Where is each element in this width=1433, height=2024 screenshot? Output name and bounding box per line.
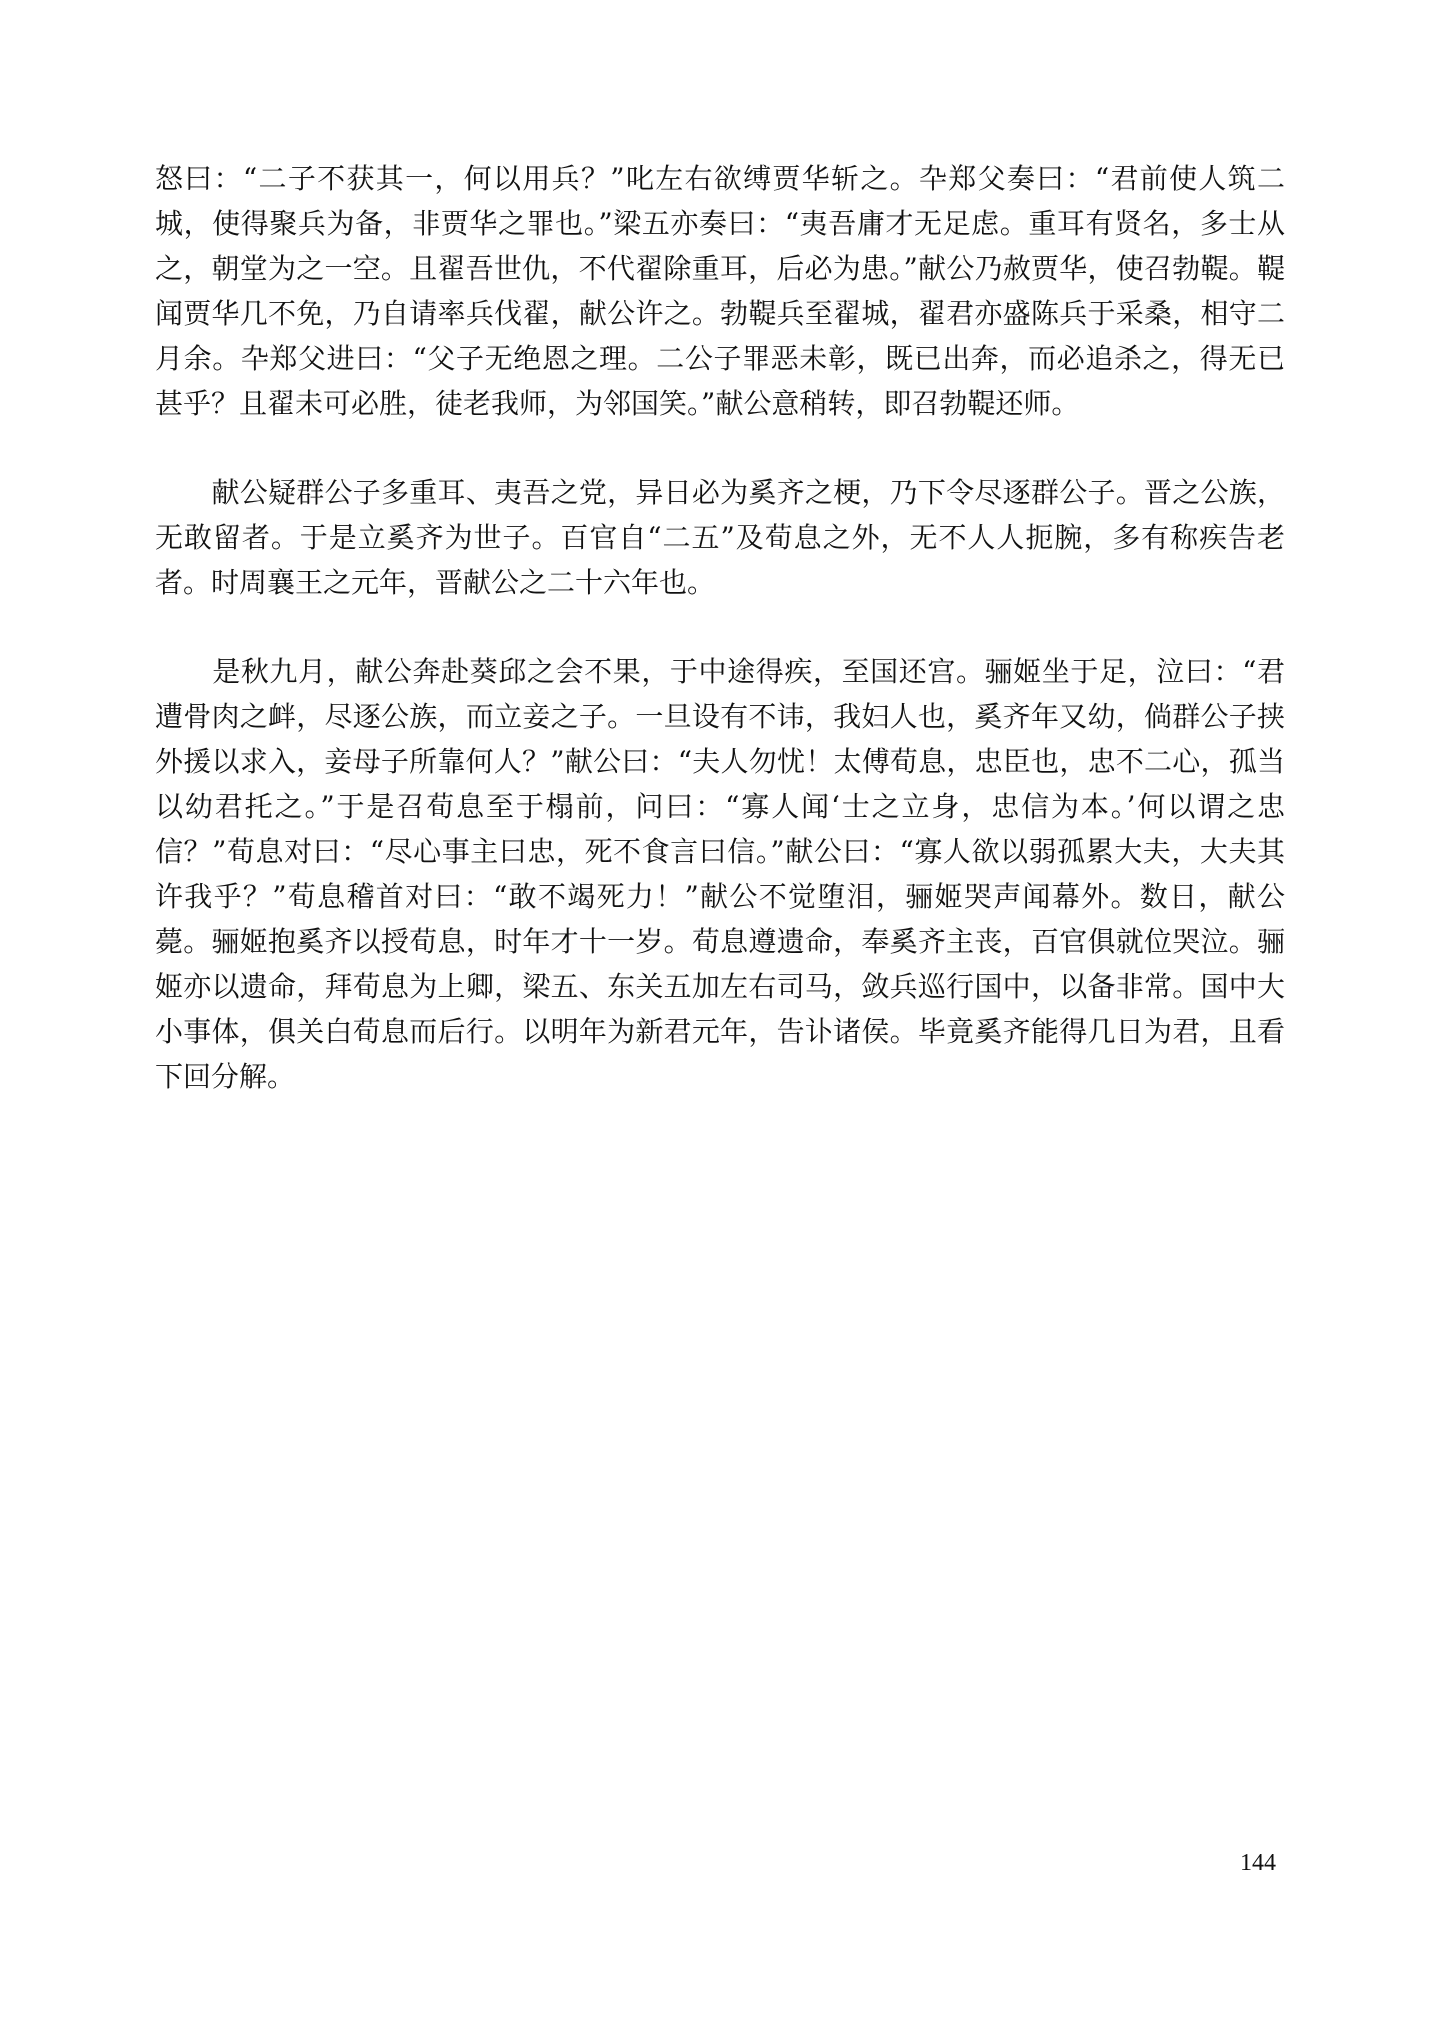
paragraph-2: 献公疑群公子多重耳、夷吾之党，异日必为奚齐之梗，乃下令尽逐群公子。晋之公族，无敢留者。于是立奚齐为世子。百官自“二五”及荀息之外，无不人人扼腕，多有称疾告老者。时周襄王之元年，晋献公之二十六年也。 (155, 476, 1285, 599)
page-number: 144 (1240, 1850, 1276, 1876)
paragraph-1: 怒曰：“二子不获其一，何以用兵？”叱左右欲缚贾华斩之。卆郑父奏曰：“君前使人筑二城，使得聚兵为备，非贾华之罪也。”梁五亦奏曰：“夷吾庸才无足虑。重耳有贤名，多士从之，朝堂为之一空。且翟吾世仇，不代翟除重耳，后必为患。”献公乃赦贾华，使召勃鞮。鞮闻贾华几不免，乃自请率兵伐翟，献公许之。勃鞮兵至翟城，翟君亦盛陈兵于采桑，相守二月余。卆郑父进曰：“父子无绝恩之理。二公子罪恶未彰，既已出奔，而必追杀之，得无已甚乎？且翟未可必胜，徒老我师，为邻国笑。”献公意稍转，即召勃鞮还师。 (155, 162, 1285, 420)
body-text (155, 156, 1285, 1143)
paragraph-3: 是秋九月，献公奔赴葵邱之会不果，于中途得疾，至国还宫。骊姬坐于足，泣曰：“君遭骨肉之衅，尽逐公族，而立妾之子。一旦设有不讳，我妇人也，奚齐年又幼，倘群公子挟外援以求入，妾母子所靠何人？”献公曰：“夫人勿忧！太傅荀息，忠臣也，忠不二心，孤当以幼君托之。”于是召荀息至于榻前，问曰：“寡人闻‘士之立身，忠信为本。’何以谓之忠信？”荀息对曰：“尽心事主曰忠，死不食言曰信。”献公曰：“寡人欲以弱孤累大夫，大夫其许我乎？”荀息稽首对曰：“敢不竭死力！”献公不觉堕泪，骊姬哭声闻幕外。数日，献公薨。骊姬抱奚齐以授荀息，时年才十一岁。荀息遵遗命，奉奚齐主丧，百官俱就位哭泣。骊姬亦以遗命，拜荀息为上卿，梁五、东关五加左右司马，敛兵巡行国中，以备非常。国中大小事体，俱关白荀息而后行。以明年为新君元年，告讣诸侯。毕竟奚齐能得几日为君，且看下回分解。 (155, 655, 1285, 1093)
